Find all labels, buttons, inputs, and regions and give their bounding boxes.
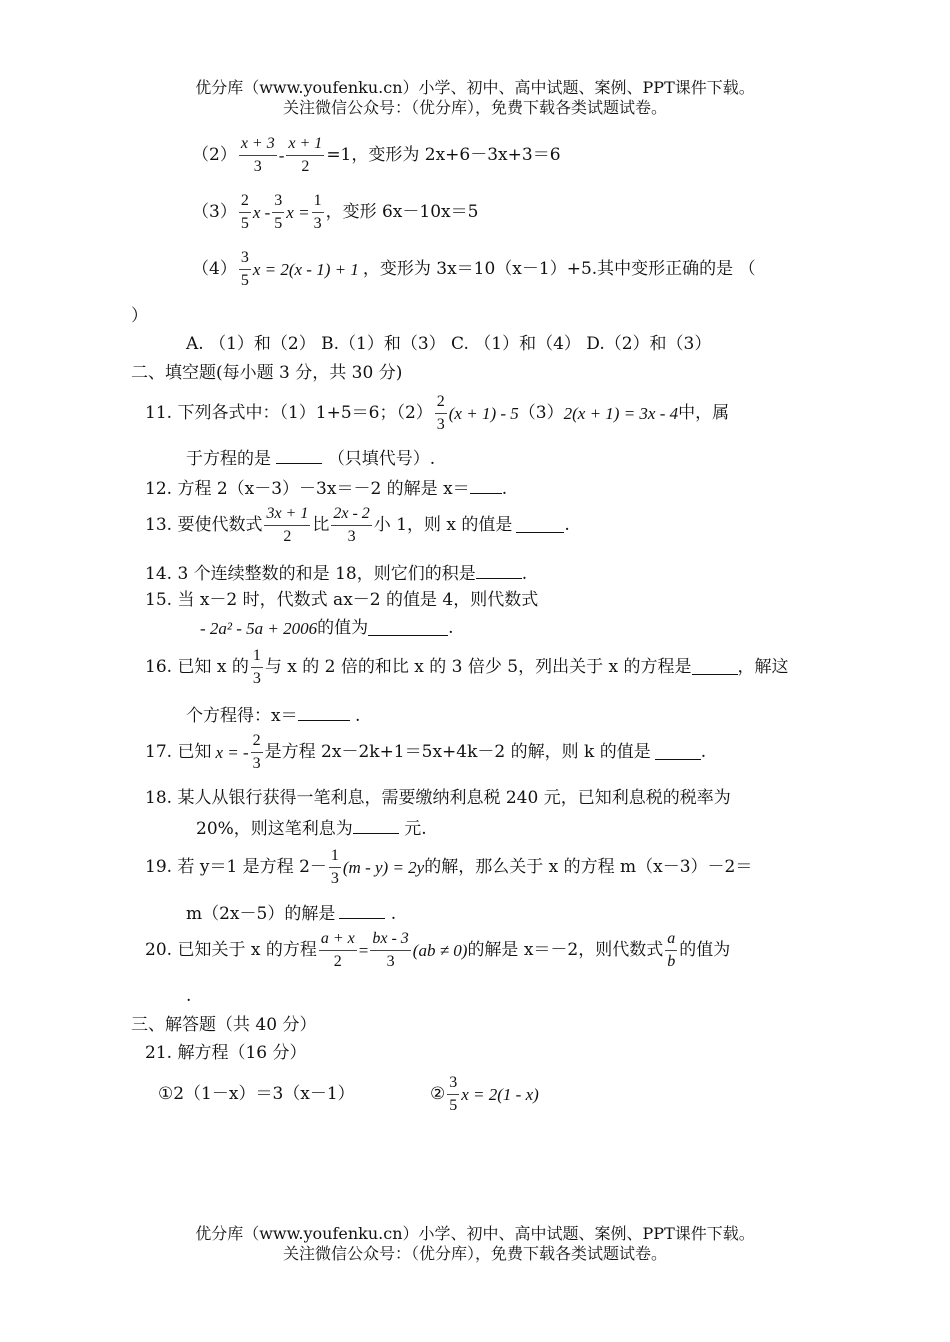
- q19: 19. 若 y＝1 是方程 2－ $\frac{1}{3}$ (m - y) = 2y 的解，那么关于 x 的方程 m（x－3）－2＝: [145, 847, 753, 887]
- answer-blank[interactable]: [516, 518, 564, 533]
- fraction: $\frac{3x + 1}{2}$: [266, 505, 309, 545]
- fraction: $\frac{a}{b}$: [667, 930, 676, 970]
- fraction: $\frac{1}{3}$: [330, 847, 339, 887]
- fraction: $\frac{3}{5}$: [240, 249, 249, 289]
- fraction: $\frac{bx - 3}{3}$: [372, 930, 409, 970]
- q10-item-4: [192, 250, 756, 289]
- fraction: $\frac{2}{3}$: [436, 393, 445, 433]
- q21-equation-2: ② $\frac{3}{5}$ x = 2(1 - x): [430, 1074, 539, 1114]
- answer-blank[interactable]: [655, 745, 701, 760]
- q21-equation-1: ①2（1－x）＝3（x－1）: [158, 1084, 355, 1104]
- math-expr: (x + 1) - 5: [448, 404, 519, 423]
- q15: 15. 当 x－2 时，代数式 ax－2 的值是 4，则代数式: [145, 590, 539, 610]
- section-3-title: 三、解答题（共 40 分）: [131, 1015, 317, 1035]
- q10-options: A. （1）和（2） B.（1）和（3） C. （1）和（4） D.（2）和（3）: [186, 334, 712, 354]
- math-expr: x = -: [215, 743, 249, 762]
- item-label: （3）: [192, 202, 237, 222]
- math-expr: x = 2(1 - x): [461, 1085, 539, 1104]
- math-expr: x =: [286, 203, 310, 222]
- answer-blank[interactable]: [368, 621, 448, 636]
- q19-line-2: m（2x－5）的解是 .: [186, 904, 397, 924]
- question-text: （3）: [518, 403, 564, 423]
- fraction: $\frac{a + x}{2}$: [320, 930, 355, 970]
- answer-blank[interactable]: [476, 564, 522, 579]
- fraction: $\frac{2}{5}$: [240, 192, 249, 232]
- answer-blank[interactable]: [470, 479, 502, 494]
- q11-line-2: 于方程的是 （只填代号）.: [186, 449, 436, 469]
- answer-blank[interactable]: [298, 706, 350, 721]
- fraction: $\frac{x + 3}{3}$: [240, 135, 275, 175]
- math-expr: (m - y) = 2y: [342, 858, 425, 877]
- q13: 13. 要使代数式 $\frac{3x + 1}{2}$ 比 $\frac{2x - 2}{3}$ 小 1，则 x 的值是 .: [145, 505, 570, 545]
- math-expr: - 2a² - 5a + 2006: [200, 619, 318, 638]
- math-expr: x = 2(x - 1) + 1: [252, 260, 359, 279]
- footer-line-2: 关注微信公众号：（优分库），免费下载各类试题试卷。: [282, 1244, 667, 1263]
- q18: 18. 某人从银行获得一笔利息，需要缴纳利息税 240 元，已知利息税的税率为: [145, 788, 731, 808]
- answer-blank[interactable]: [353, 819, 399, 834]
- answer-blank[interactable]: [692, 660, 738, 675]
- q21-title: 21. 解方程（16 分）: [145, 1043, 307, 1063]
- math-expr: x -: [252, 203, 271, 222]
- question-text: 中，属: [678, 403, 730, 423]
- question-text: 11. 下列各式中：（1）1+5＝6；（2）: [145, 403, 433, 423]
- footer-line-1: 优分库（www.youfenku.cn）小学、初中、高中试题、案例、PPT课件下载。: [195, 1224, 755, 1243]
- q10-item-2: [192, 136, 561, 175]
- item-label: （2）: [192, 145, 237, 165]
- q16-line-2: 个方程得：x＝ .: [186, 706, 361, 726]
- q18-line-2: 20%，则这笔利息为 元.: [196, 819, 427, 839]
- q17: 17. 已知 x = - $\frac{2}{3}$ 是方程 2x－2k+1＝5x+4k－2 的解，则 k 的值是 .: [145, 732, 707, 772]
- q15-line-2: - 2a² - 5a + 2006 的值为 .: [200, 618, 454, 638]
- header-line-1: 优分库（www.youfenku.cn）小学、初中、高中试题、案例、PPT课件下载。: [195, 78, 755, 97]
- q11: [145, 394, 729, 433]
- fraction: $\frac{2}{3}$: [252, 732, 261, 772]
- item-text: ，变形 6x－10x＝5: [325, 202, 479, 222]
- fraction: $\frac{1}{3}$: [252, 647, 261, 687]
- fraction: $\frac{1}{3}$: [313, 192, 322, 232]
- q14: 14. 3 个连续整数的和是 18，则它们的积是 .: [145, 564, 528, 584]
- fraction: $\frac{3}{5}$: [449, 1074, 458, 1114]
- q10-item-3: [192, 193, 478, 232]
- fraction: $\frac{3}{5}$: [274, 192, 283, 232]
- header-line-2: 关注微信公众号：（优分库），免费下载各类试题试卷。: [282, 98, 667, 117]
- minus-sign: -: [278, 146, 285, 165]
- answer-blank[interactable]: [276, 449, 322, 464]
- math-expr: 2(x + 1) = 3x - 4: [563, 404, 679, 423]
- item-text: ，变形为 3x＝10（x－1）+5.其中变形正确的是 （: [362, 259, 756, 279]
- q20-line-2: .: [186, 986, 192, 1006]
- math-expr: (ab ≠ 0): [412, 941, 468, 960]
- answer-blank[interactable]: [339, 904, 385, 919]
- fraction: $\frac{2x - 2}{3}$: [333, 505, 370, 545]
- q12: 12. 方程 2（x－3）－3x＝－2 的解是 x＝ .: [145, 479, 508, 499]
- fraction: $\frac{x + 1}{2}$: [288, 135, 323, 175]
- q20: 20. 已知关于 x 的方程 $\frac{a + x}{2}$ = $\frac{bx - 3}{3}$ (ab ≠ 0) 的解是 x＝－2，则代数式 $\frac{a}{b}$ 的值为: [145, 930, 731, 970]
- q10-close-paren: ）: [131, 306, 148, 326]
- q16: 16. 已知 x 的 $\frac{1}{3}$ 与 x 的 2 倍的和比 x 的 3 倍少 5，列出关于 x 的方程是 ，解这: [145, 647, 789, 687]
- section-2-title: 二、填空题(每小题 3 分，共 30 分): [131, 363, 403, 383]
- item-label: （4）: [192, 259, 237, 279]
- item-text: =1，变形为 2x+6－3x+3＝6: [326, 145, 561, 165]
